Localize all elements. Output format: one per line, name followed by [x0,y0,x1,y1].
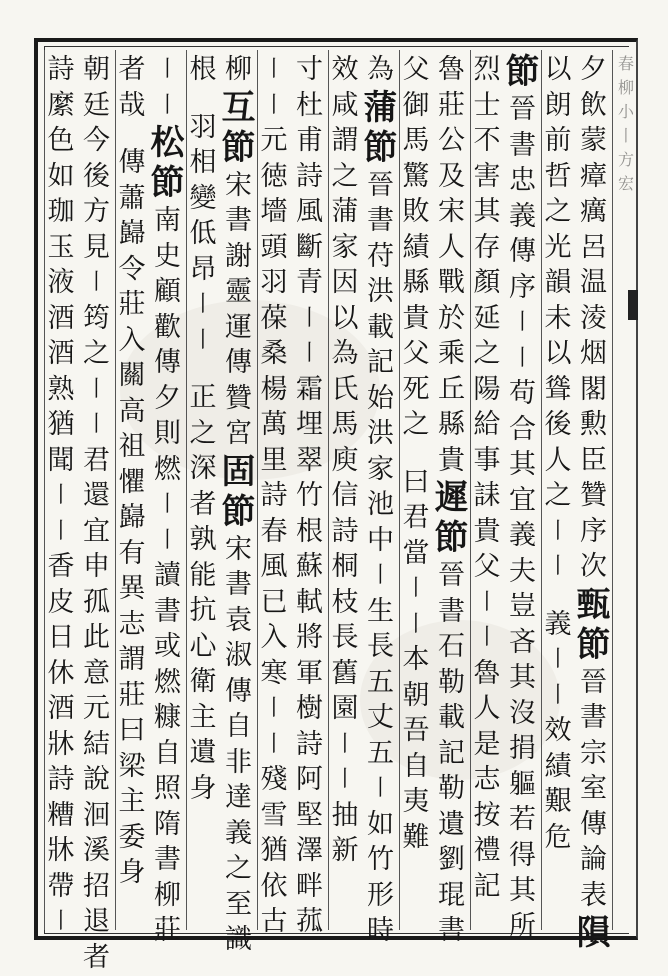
entry-heading: 固 節 [221,451,256,532]
entry-text: 正 之 深 者 孰 能 抗 心 衛 主 遺 身 [189,382,217,804]
entry-heading: 甄 節 [576,584,611,665]
entry-heading: 互 節 [221,87,256,168]
entry-text: 南 史 顧 歡 傳 夕 則 燃 丨 丨 讀 書 或 燃 糠 自 照 隋 書 柳 莊 [154,205,181,946]
entry-text: 晉 書 苻 洪 載 記 始 洪 家 池 中 丨 生 長 五 丈 五 丨 如 竹 形 時 [367,169,394,946]
entry-text: 晉 書 宗 室 傳 論 表 [580,666,607,911]
entry-text: 朝 廷 今 後 方 見 丨 筠 之 丨 丨 君 還 宜 申 孤 此 意 元 結 說 洄 溪 招 退 者 [83,54,110,973]
entry-text: 宋 書 袁 淑 傳 自 非 達 義 之 至 識 [225,533,252,955]
entry-text: 羽 相 變 低 昂 丨 丨 [189,111,217,353]
entry-text: 宋 書 謝 靈 運 傳 贊 宮 [225,169,252,449]
entry-text: 魯 莊 公 及 宋 人 戰 於 乘 丘 縣 貴 [438,54,465,476]
entry-text: 寸 杜 甫 詩 風 斷 青 丨 丨 霜 埋 翠 竹 根 蘇 軾 將 軍 樹 詩 阿 堅 澤 畔 菰 [296,54,323,937]
entry-text: 柳 [225,54,252,85]
entry-heading: 節 [505,52,540,92]
entry-text: 父 御 馬 驚 敗 績 縣 貴 父 死 之 [402,54,430,440]
margin-edge-text: 春 柳 小 丨 方 宏 [617,54,634,193]
entry-text: 丨 丨 元 徳 墻 頭 羽 葆 桑 楊 萬 里 詩 春 風 已 入 寒 丨 丨 殘 雪 猶 依 古 [260,57,288,937]
entry-text: 烈 士 不 害 其 存 顏 延 之 陽 給 事 誄 貴 父 丨 丨 魯 人 是 志 按 禮 記 [473,54,501,902]
entry-text: 夕 飲 蒙 瘴 癘 呂 温 淩 烟 閣 勲 臣 贊 序 次 [580,54,607,582]
entry-heading: 松 節 [150,123,185,203]
entry-text: 曰 君 當 丨 丨 本 朝 吾 自 夷 難 [402,466,430,853]
entry-text: 以 朗 前 哲 之 光 韻 未 以 聳 後 人 之 丨 丨 [544,54,572,579]
entry-text: 詩 縻 色 如 珈 玉 液 酒 酒 熟 猶 聞 丨 丨 香 皮 日 休 酒 牀 詩 糟 牀 帶 丨 [47,54,75,934]
entry-heading: 蒲 節 [363,87,398,168]
entry-text: 效 咸 謂 之 蒲 家 因 以 為 氏 馬 庾 信 詩 桐 枝 長 舊 園 丨 丨 抽 新 [331,54,359,866]
entry-text: 根 [189,54,217,85]
entry-text: 義 丨 丨 效 績 艱 危 [544,608,572,853]
entry-heading: 隕 [576,913,611,953]
entry-heading: 遲 節 [434,478,469,558]
entry-text: 傳 蕭 巋 令 莊 入 關 高 祖 懼 巋 有 異 志 謂 莊 曰 梁 主 委 身 [118,147,146,888]
entry-text: 者 哉 [118,54,146,121]
text-column [36,52,86,934]
entry-text: 晉 書 忠 義 傳 序 丨 丨 苟 合 其 宜 義 夫 豈 吝 其 沒 捐 軀 若 得 其 所 [509,94,536,942]
entry-text: 晉 書 石 勒 載 記 勒 遺 劉 琨 書 [438,560,465,946]
entry-text: 丨 丨 [156,57,179,118]
entry-text: 為 [367,54,394,85]
